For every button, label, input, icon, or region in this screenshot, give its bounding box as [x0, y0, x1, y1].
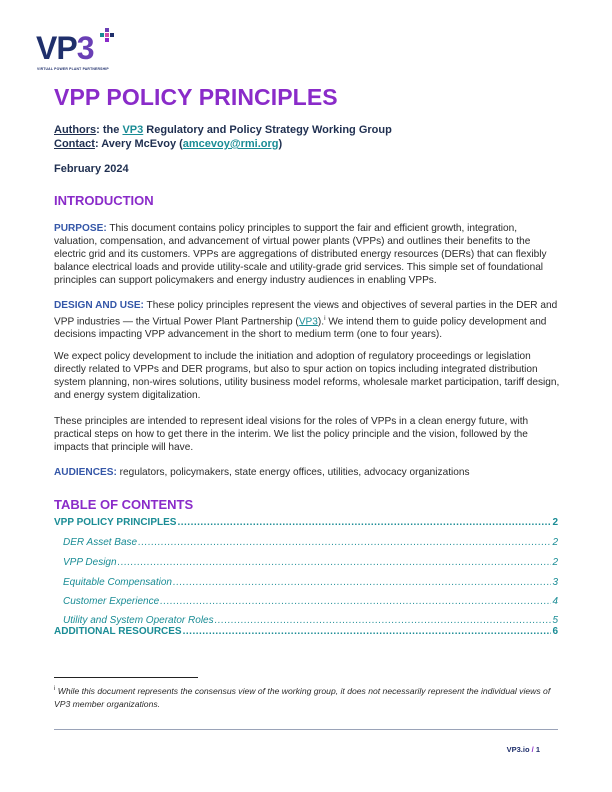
toc-leader-dots: [177, 517, 551, 528]
policy-development-paragraph: We expect policy development to include the initiation and adoption of regulatory proceedings or legislation directly related to VPPs and DER programs, but also to spur action on topics including integrated distribution system planning, non-wires solutions, utility business model reforms, wholesale market participation, tariff design, and energy system digitalization.: [54, 351, 560, 401]
toc-entry-page: 3: [552, 577, 558, 588]
toc-entry-page: 2: [552, 557, 558, 568]
introduction-heading: INTRODUCTION: [54, 193, 154, 208]
audiences-paragraph: [54, 466, 562, 479]
toc-entry-label: DER Asset Base: [63, 537, 138, 548]
page-title: VPP POLICY PRINCIPLES: [54, 84, 338, 110]
contact-label: Contact: [54, 138, 95, 150]
toc-entry[interactable]: [54, 626, 558, 638]
authors-line: [54, 123, 392, 137]
logo-tagline: VIRTUAL POWER PLANT PARTNERSHIP: [37, 67, 109, 71]
purpose-lead: PURPOSE:: [54, 223, 107, 234]
toc-entry-label: Equitable Compensation: [63, 577, 172, 588]
principles-paragraph: These principles are intended to represent ideal visions for the roles of VPPs in a clean energy future, with practical steps on how to get there in the interim. We list the policy principle and the vision, followed by the impacts that principle will have.: [54, 416, 529, 453]
contact-suffix: ): [278, 138, 283, 150]
purpose-paragraph: [54, 222, 562, 287]
contact-email-link[interactable]: amcevoy@rmi.org: [182, 138, 279, 150]
footer-page-number: 1: [535, 745, 540, 754]
table-of-contents: [54, 517, 558, 642]
toc-entry[interactable]: [54, 577, 558, 589]
footer-site: VP3.io: [506, 745, 530, 754]
toc-leader-dots: [215, 615, 552, 626]
design-text-a: These policy principles represent the views and objectives of several parties in the DER and VPP industries — the Virtual Power Plant Partnership (: [54, 300, 558, 328]
audiences-text: regulators, policymakers, state energy offices, utilities, advocacy organizations: [116, 467, 470, 478]
toc-entry[interactable]: [54, 596, 558, 608]
toc-entry[interactable]: [54, 557, 558, 569]
toc-leader-dots: [138, 537, 551, 548]
toc-entry[interactable]: [54, 517, 558, 529]
toc-leader-dots: [118, 557, 552, 568]
toc-entry-label: Customer Experience: [63, 596, 160, 607]
authors-block: [54, 123, 392, 151]
logo-wordmark-vp: VP: [36, 30, 77, 66]
toc-entry[interactable]: [54, 537, 558, 549]
toc-entry-label: VPP Design: [63, 557, 117, 568]
logo-wordmark: [36, 32, 93, 64]
audiences-lead: AUDIENCES:: [54, 467, 117, 478]
footnote: [54, 683, 554, 711]
footnote-divider: [54, 677, 198, 678]
toc-entry-page: 6: [552, 626, 558, 637]
design-vp3-link[interactable]: VP3: [298, 316, 318, 328]
toc-entry-page: 5: [552, 615, 558, 626]
toc-heading: TABLE OF CONTENTS: [54, 497, 194, 512]
footnote-marker: i: [54, 686, 56, 692]
toc-leader-dots: [173, 577, 551, 588]
toc-entry-page: 2: [552, 537, 558, 548]
footer-divider: [54, 729, 558, 730]
toc-entry-page: 4: [552, 596, 558, 607]
toc-leader-dots: [160, 596, 551, 607]
design-paragraph: [54, 299, 562, 341]
authors-prefix: : the: [96, 124, 123, 136]
vp3-logo: [36, 28, 116, 74]
logo-dots-icon: [100, 28, 114, 42]
footnote-text: While this document represents the consensus view of the working group, it does not necessarily represent the individual views of VP3 member organizations.: [54, 685, 551, 709]
toc-entry-label: VPP POLICY PRINCIPLES: [54, 517, 177, 528]
design-text-c: We intend them to guide policy development and decisions impacting VPP advancement in the short to medium term (one to four years).: [54, 316, 547, 341]
authors-suffix: Regulatory and Policy Strategy Working Group: [143, 124, 392, 136]
footnote-reference[interactable]: i: [324, 315, 326, 322]
contact-prefix: : Avery McEvoy (: [94, 138, 183, 150]
design-text-b: ).: [317, 316, 325, 328]
vp3-link[interactable]: VP3: [122, 124, 144, 136]
purpose-text: This document contains policy principles to support the fair and efficient growth, integration, valuation, compensation, and advancement of virtual power plants (VPPs) and outlines their benefits to the electric grid and its customers. VPPs are aggregations of distributed energy resources (DERs) that can flexibly balance electrical loads and provide utility-scale and utility-grade grid services. This simple set of foundational principles can support policymakers and energy industry audiences in enabling VPPs.: [54, 223, 547, 286]
page-footer: [507, 745, 540, 754]
authors-label: Authors: [54, 124, 97, 136]
logo-wordmark-3: 3: [76, 30, 94, 66]
toc-entry-label: ADDITIONAL RESOURCES: [54, 626, 182, 637]
contact-line: [54, 137, 392, 151]
toc-entry-label: Utility and System Operator Roles: [63, 615, 214, 626]
toc-entry-page: 2: [552, 517, 558, 528]
footer-separator: /: [529, 745, 536, 754]
design-lead: DESIGN AND USE:: [54, 300, 144, 311]
toc-leader-dots: [183, 626, 552, 637]
publication-date: February 2024: [54, 163, 129, 175]
